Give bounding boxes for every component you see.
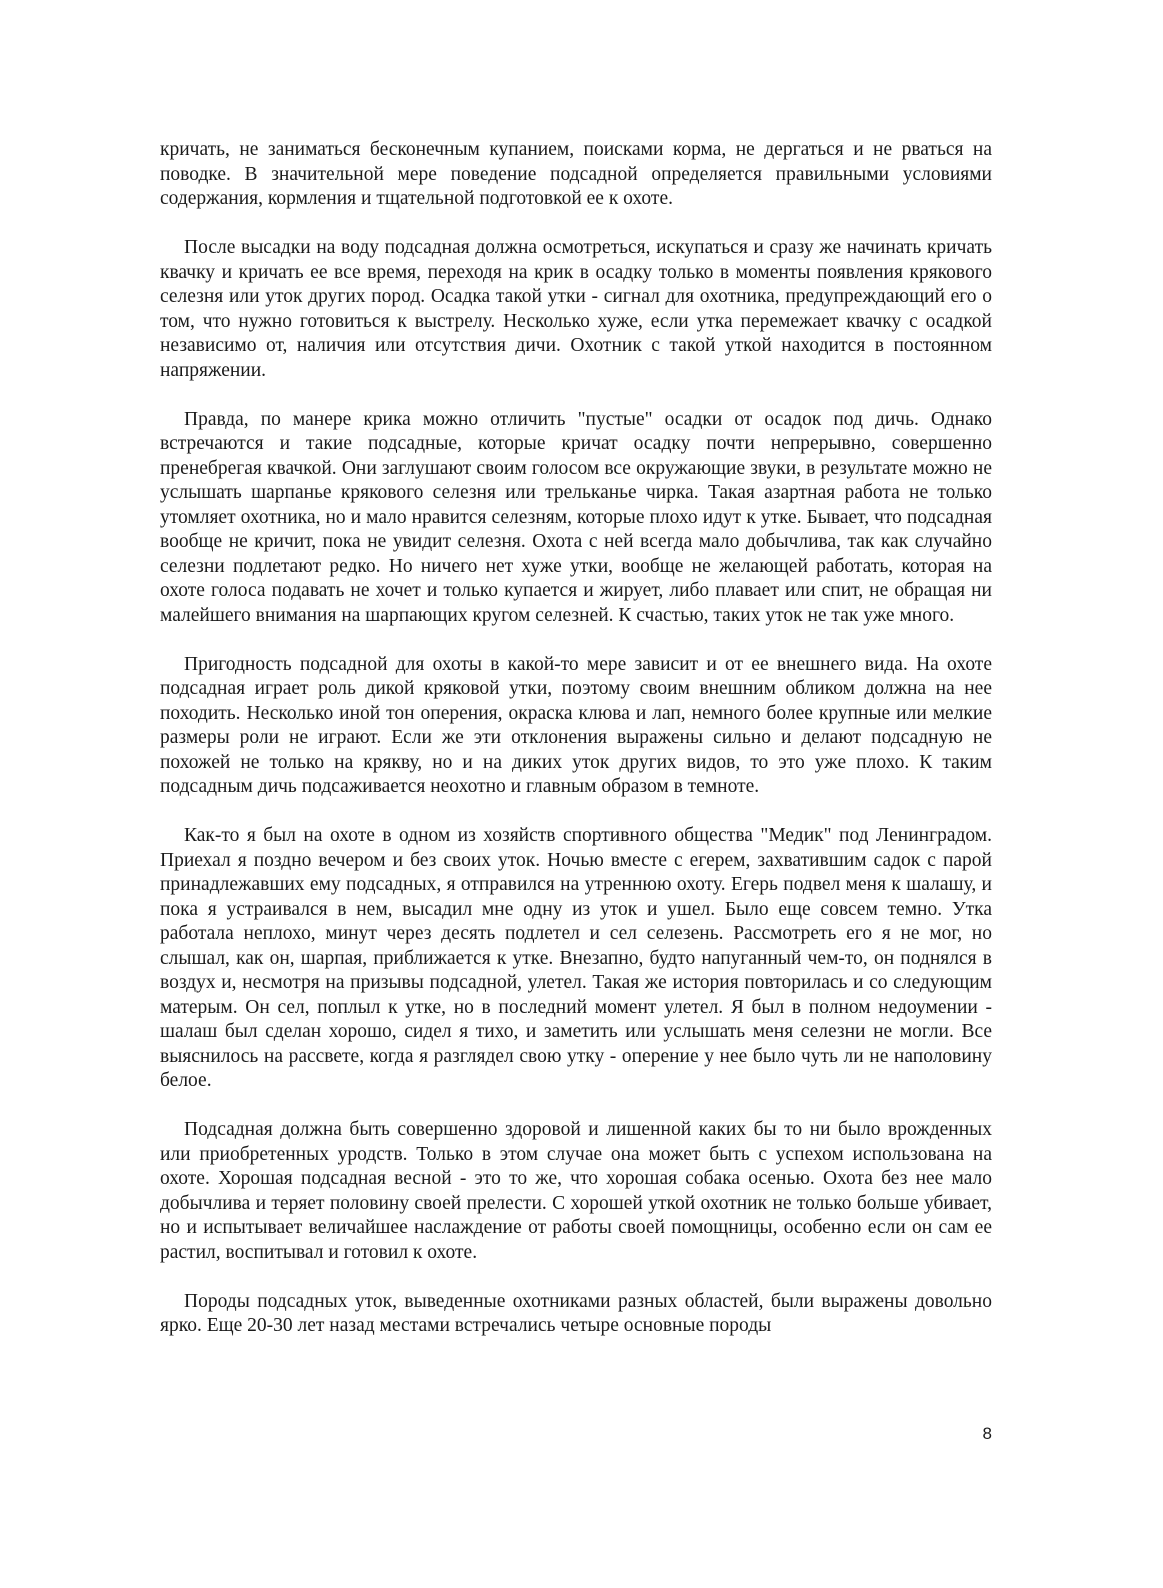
paragraph: После высадки на воду подсадная должна осмотреться, искупаться и сразу же начинать кричать квачку и кричать ее все время, переходя на крик в осадку только в моменты появления крякового селезня или уток других пород. Осадка такой утки - сигнал для охотника, предупреждающий его о том, что нужно готовиться к выстрелу. Несколько хуже, если утка перемежает квачку с осадкой независимо от, наличия или отсутствия дичи. Охотник с такой уткой находится в постоянном напряжении. — [160, 237, 992, 381]
paragraph-continued: кричать, не заниматься бесконечным купанием, поисками корма, не дергаться и не рваться на поводке. В значительной мере поведение подсадной определяется правильными условиями содержания, кормления и тщательной подготовкой ее к охоте. — [160, 139, 992, 209]
page-number: 8 — [982, 1424, 992, 1443]
paragraph: Подсадная должна быть совершенно здоровой и лишенной каких бы то ни было врожденных или приобретенных уродств. Только в этом случае она может быть с успехом использована на охоте. Хорошая подсадная весной - это то же, что хорошая собака осенью. Охота без нее мало добычлива и теряет половину своей прелести. С хорошей уткой охотник не только больше убивает, но и испытывает величайшее наслаждение от работы своей помощницы, особенно если он сам ее растил, воспитывал и готовил к охоте. — [160, 1119, 992, 1263]
paragraph: Породы подсадных уток, выведенные охотниками разных областей, были выражены довольно ярко. Еще 20-30 лет назад местами встречались четыре основные породы — [160, 1290, 992, 1336]
paragraph: Правда, по манере крика можно отличить "пустые" осадки от осадок под дичь. Однако встречаются и такие подсадные, которые кричат осадку почти непрерывно, совершенно пренебрегая квачкой. Они заглушают своим голосом все окружающие звуки, в результате можно не услышать шарпанье крякового селезня или трельканье чирка. Такая азартная работа не только утомляет охотника, но и мало нравится селезням, которые плохо идут к утке. Бывает, что подсадная вообще не кричит, пока не увидит селезня. Охота с ней всегда мало добычлива, так как случайно селезни подлетают редко. Но ничего нет хуже утки, вообще не желающей работать, которая на охоте голоса подавать не хочет и только купается и жирует, либо плавает или спит, не обращая ни малейшего внимания на шарпающих кругом селезней. К счастью, таких уток не так уже много. — [160, 408, 992, 626]
paragraph: Пригодность подсадной для охоты в какой-то мере зависит и от ее внешнего вида. На охоте подсадная играет роль дикой кряковой утки, поэтому своим внешним обликом должна на нее походить. Несколько иной тон оперения, окраска клюва и лап, немного более крупные или мелкие размеры роли не играют. Если же эти отклонения выражены сильно и делают подсадную не похожей не только на крякву, но и на диких уток других видов, то это уже плохо. К таким подсадным дичь подсаживается неохотно и главным образом в темноте. — [160, 653, 992, 797]
body-text — [160, 138, 992, 1363]
paragraph: Как-то я был на охоте в одном из хозяйств спортивного общества "Медик" под Ленинградом. Приехал я поздно вечером и без своих уток. Ночью вместе с егерем, захватившим садок с парой принадлежавших ему подсадных, я отправился на утреннюю охоту. Егерь подвел меня к шалашу, и пока я устраивался в нем, высадил мне одну из уток и ушел. Было еще совсем темно. Утка работала неплохо, минут через десять подлетел и сел селезень. Рассмотреть его я не мог, но слышал, как он, шарпая, приближается к утке. Внезапно, будто напуганный чем-то, он поднялся в воздух и, несмотря на призывы подсадной, улетел. Такая же история повторилась и со следующим матерым. Он сел, поплыл к утке, но в последний момент улетел. Я был в полном недоумении - шалаш был сделан хорошо, сидел я тихо, и заметить или услышать меня селезни не могли. Все выяснилось на рассвете, когда я разглядел свою утку - оперение у нее было чуть ли не наполовину белое. — [160, 825, 992, 1091]
